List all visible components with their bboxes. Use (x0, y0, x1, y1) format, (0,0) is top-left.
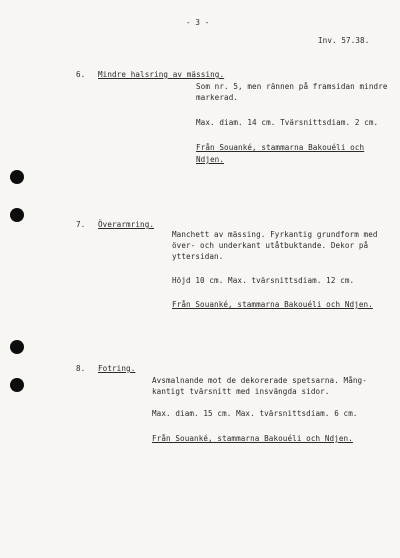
item-origin-line: Från Souanké, stammarna Bakouéli och Ndjen. (172, 300, 373, 309)
item-description-line: yttersidan. (172, 252, 224, 261)
item-measurements: Max. diam. 15 cm. Max. tvärsnittsdiam. 6 cm. (152, 409, 358, 418)
item-measurements: Höjd 10 cm. Max. tvärsnittsdiam. 12 cm. (172, 276, 355, 285)
item-origin-line: Ndjen. (196, 155, 225, 164)
item-number: 6. (76, 70, 86, 79)
item-description-line: Manchett av mässing. Fyrkantig grundform med (172, 230, 378, 239)
item-title: Mindre halsring av mässing. (98, 70, 225, 79)
item-title: Fotring. (98, 364, 136, 373)
item-description-line: över- och underkant utåtbuktande. Dekor på (172, 241, 369, 250)
inventory-number: Inv. 57.38. (318, 36, 370, 45)
item-description-line: Avsmalnande mot de dekorerade spetsarna. Mång- (152, 376, 367, 385)
punch-hole-bottom (10, 378, 24, 392)
item-origin-line: Från Souanké, stammarna Bakouéli och Ndjen. (152, 434, 353, 443)
page-number: - 3 - (186, 18, 210, 27)
punch-hole-top (10, 170, 24, 184)
item-origin-line: Från Souanké, stammarna Bakouéli och (196, 143, 365, 152)
item-number: 7. (76, 220, 86, 229)
item-description-line: kantigt tvärsnitt med insvängda sidor. (152, 387, 330, 396)
item-title: Överarmring. (98, 220, 155, 229)
item-description-line: Som nr. 5, men rännen på framsidan mindre (196, 82, 388, 91)
item-number: 8. (76, 364, 86, 373)
item-measurements: Max. diam. 14 cm. Tvärsnittsdiam. 2 cm. (196, 118, 379, 127)
item-description-line: markerad. (196, 93, 239, 102)
punch-hole-lower (10, 340, 24, 354)
punch-hole-middle (10, 208, 24, 222)
